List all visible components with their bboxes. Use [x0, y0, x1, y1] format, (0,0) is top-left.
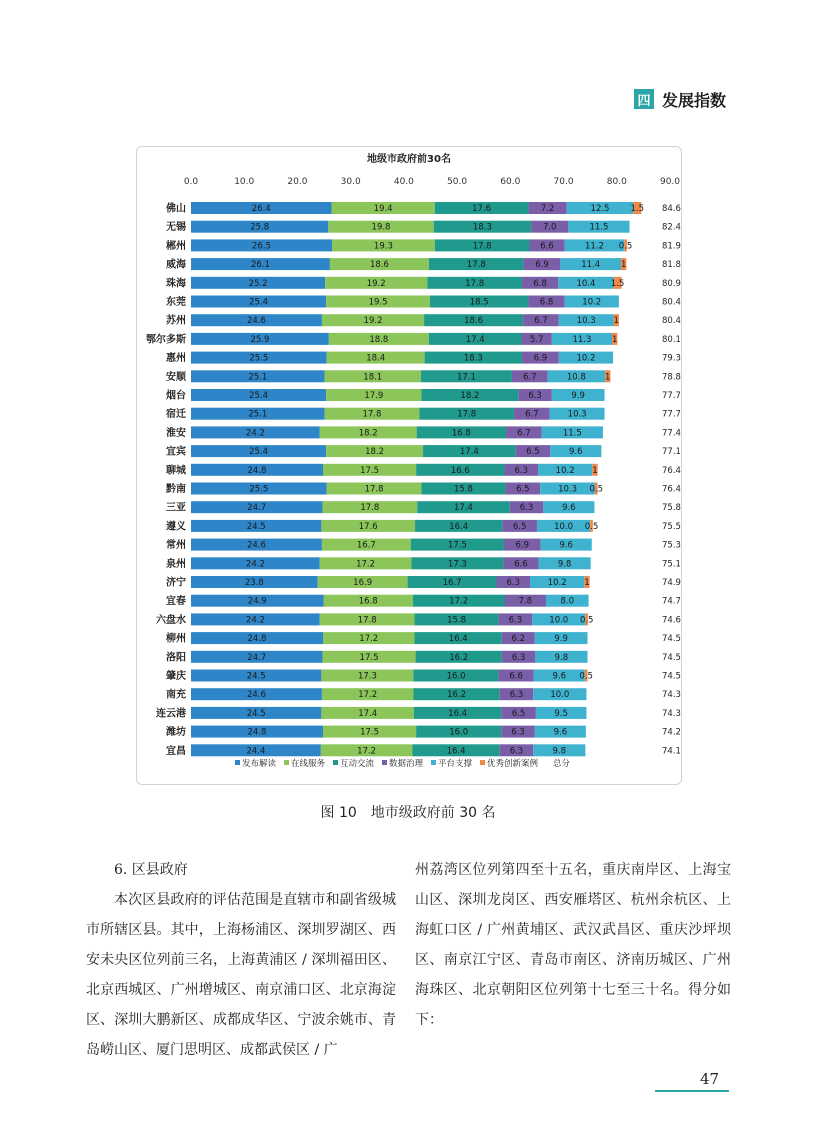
data-label: 10.2 [576, 353, 596, 364]
body-column-right [415, 855, 731, 1035]
data-label: 25.4 [249, 391, 269, 401]
legend-entry-total: 总分 [553, 759, 571, 769]
data-label: 24.6 [246, 540, 266, 551]
data-label: 6.6 [514, 559, 528, 570]
category-label: 遵义 [166, 521, 186, 533]
data-label: 16.7 [356, 540, 376, 551]
data-label: 1 [592, 465, 598, 476]
data-label: 24.2 [245, 615, 265, 626]
category-label: 南充 [166, 689, 186, 701]
legend-swatch [431, 760, 436, 765]
chart-title: 地级市政府前30名 [367, 154, 451, 165]
total-label: 75.8 [662, 503, 681, 514]
legend-swatch [235, 760, 240, 765]
total-label: 74.5 [662, 671, 681, 682]
data-label: 10.3 [576, 316, 596, 327]
data-label: 18.3 [472, 222, 492, 233]
data-label: 1 [584, 578, 590, 588]
data-label: 6.6 [509, 671, 523, 682]
data-label: 7.8 [518, 596, 533, 607]
total-label: 75.1 [662, 559, 681, 570]
data-label: 25.5 [249, 353, 269, 364]
category-label: 烟台 [166, 390, 186, 402]
body-paragraph-left: 本次区县政府的评估范围是直辖市和副省级城市所辖区县。其中，上海杨浦区、深圳罗湖区、西安未央区位列前三名，上海黄浦区 / 深圳福田区、北京西城区、广州增城区、南京浦口区、北京海淀区、深圳大鹏新区、成都成华区、宁波余姚市、青岛崂山区、厦门思明区、成都武侯区 / 广 [86, 892, 396, 1058]
data-label: 17.2 [358, 690, 378, 701]
legend-entry: 互动交流 [340, 759, 375, 769]
category-label: 郴州 [166, 240, 186, 252]
data-label: 24.6 [246, 316, 266, 327]
data-label: 9.6 [562, 503, 576, 514]
data-label: 0.5 [584, 521, 599, 532]
data-label: 17.8 [362, 409, 382, 420]
data-label: 9.8 [557, 559, 572, 570]
data-label: 26.4 [251, 204, 271, 214]
data-label: 6.8 [533, 278, 547, 289]
data-label: 15.8 [447, 615, 467, 626]
data-label: 1 [620, 260, 627, 271]
footer-rule [655, 1090, 729, 1092]
data-label: 18.3 [463, 353, 483, 364]
data-label: 17.8 [457, 409, 477, 420]
data-label: 24.5 [246, 708, 266, 719]
chart-frame [136, 146, 682, 785]
data-label: 17.8 [364, 484, 384, 495]
data-label: 9.8 [552, 746, 567, 757]
data-label: 6.6 [540, 241, 554, 252]
data-label: 17.5 [359, 652, 379, 663]
data-label: 16.6 [450, 465, 470, 476]
data-label: 24.4 [246, 746, 266, 757]
total-label: 74.5 [662, 634, 681, 645]
category-label: 常州 [166, 540, 186, 552]
category-label: 宜春 [166, 596, 186, 608]
data-label: 16.7 [442, 578, 462, 588]
data-label: 17.4 [358, 708, 378, 719]
category-label: 连云港 [156, 708, 186, 720]
data-label: 26.1 [250, 260, 270, 271]
legend-entry: 发布解读 [242, 759, 277, 769]
legend-swatch [382, 760, 387, 765]
data-label: 0.5 [618, 241, 633, 252]
category-label: 宿迁 [166, 409, 186, 421]
data-label: 17.2 [356, 559, 376, 570]
category-label: 东莞 [166, 297, 186, 308]
data-label: 9.9 [571, 391, 585, 401]
stacked-bar-chart [137, 147, 681, 784]
data-label: 17.5 [360, 727, 380, 738]
total-label: 81.8 [662, 260, 681, 271]
subsection-heading: 6. 区县政府 [114, 862, 188, 878]
data-label: 17.6 [472, 204, 492, 214]
x-tick-label: 0.0 [183, 177, 199, 187]
data-label: 6.3 [528, 391, 542, 401]
section-header [634, 88, 726, 110]
data-label: 9.6 [553, 727, 568, 738]
data-label: 9.9 [554, 634, 568, 645]
data-label: 16.9 [353, 578, 373, 588]
data-label: 17.8 [360, 503, 380, 514]
data-label: 16.8 [358, 596, 378, 607]
total-label: 74.5 [662, 652, 681, 663]
data-label: 25.5 [249, 484, 269, 495]
total-label: 74.3 [662, 708, 681, 719]
data-label: 18.4 [366, 353, 386, 364]
data-label: 17.2 [357, 746, 377, 757]
data-label: 7.0 [542, 222, 557, 233]
data-label: 6.3 [514, 465, 529, 476]
data-label: 6.5 [512, 521, 527, 532]
data-label: 18.2 [460, 391, 480, 401]
legend-entry: 数据治理 [389, 759, 424, 769]
data-label: 6.5 [516, 484, 530, 495]
data-label: 0.5 [579, 671, 593, 682]
data-label: 24.5 [246, 521, 266, 532]
total-label: 77.1 [662, 447, 681, 458]
data-label: 11.4 [581, 260, 601, 271]
data-label: 6.9 [535, 260, 549, 271]
legend-entry: 在线服务 [291, 759, 326, 769]
total-label: 79.3 [662, 353, 681, 364]
data-label: 1.5 [630, 204, 645, 214]
data-label: 9.8 [554, 652, 569, 663]
data-label: 6.7 [517, 428, 531, 439]
data-label: 19.5 [368, 297, 388, 308]
data-label: 11.5 [589, 222, 609, 233]
x-tick-label: 10.0 [234, 177, 255, 187]
data-label: 24.9 [247, 596, 267, 607]
data-label: 10.0 [554, 521, 574, 532]
legend-swatch [480, 760, 485, 765]
total-label: 80.4 [662, 316, 681, 327]
total-label: 74.2 [662, 727, 681, 738]
data-label: 18.6 [464, 316, 484, 327]
data-label: 24.8 [247, 634, 267, 645]
category-label: 聊城 [166, 465, 186, 477]
category-label: 潍坊 [166, 727, 186, 739]
total-label: 84.6 [662, 204, 681, 214]
x-tick-label: 50.0 [447, 177, 468, 187]
body-column-left [86, 855, 396, 1065]
data-label: 19.4 [373, 204, 393, 214]
data-label: 6.3 [506, 578, 521, 588]
category-label: 黔南 [166, 484, 186, 495]
category-label: 六盘水 [156, 614, 186, 626]
total-label: 74.3 [662, 690, 681, 701]
category-label: 佛山 [166, 203, 186, 215]
figure-caption: 图 10 地市级政府前 30 名 [320, 805, 496, 821]
data-label: 16.4 [448, 708, 468, 719]
data-label: 17.4 [454, 503, 473, 514]
data-label: 10.3 [567, 409, 587, 420]
data-label: 18.8 [369, 334, 389, 345]
data-label: 6.7 [525, 409, 539, 420]
data-label: 6.7 [534, 316, 548, 327]
data-label: 17.3 [447, 559, 467, 570]
data-label: 10.2 [582, 297, 602, 308]
total-label: 78.8 [662, 372, 681, 383]
data-label: 25.2 [248, 278, 268, 289]
data-label: 24.7 [247, 652, 267, 663]
data-label: 12.5 [590, 204, 610, 214]
data-label: 9.5 [554, 708, 568, 719]
data-label: 16.4 [446, 746, 466, 757]
category-label: 洛阳 [166, 652, 186, 664]
data-label: 17.1 [456, 372, 476, 383]
data-label: 6.5 [526, 447, 540, 458]
data-label: 6.2 [511, 634, 526, 645]
body-paragraph-right: 州荔湾区位列第四至十五名，重庆南岸区、上海宝山区、深圳龙岗区、西安雁塔区、杭州余杭区、上海虹口区 / 广州黄埔区、武汉武昌区、重庆沙坪坝区、南京江宁区、青岛市南区、济南历城区、广州海珠区、北京朝阳区位列第十七至三十名。得分如下： [415, 862, 731, 1028]
category-label: 济宁 [166, 577, 186, 589]
data-label: 17.8 [472, 241, 492, 252]
category-label: 惠州 [166, 353, 186, 365]
category-label: 淮安 [166, 427, 186, 439]
data-label: 25.8 [250, 222, 270, 233]
total-label: 75.5 [662, 521, 681, 532]
data-label: 23.8 [244, 578, 264, 588]
total-label: 82.4 [662, 222, 681, 233]
total-label: 80.4 [662, 297, 681, 308]
total-label: 81.9 [662, 241, 681, 252]
data-label: 9.6 [569, 447, 583, 458]
category-label: 安顺 [166, 371, 186, 383]
x-tick-label: 70.0 [553, 177, 574, 187]
data-label: 10.2 [555, 465, 575, 476]
data-label: 11.5 [562, 428, 582, 439]
total-label: 74.1 [662, 746, 681, 757]
section-badge: 四 [634, 89, 654, 109]
x-tick-label: 30.0 [340, 177, 361, 187]
data-label: 0.5 [579, 615, 594, 626]
data-label: 17.5 [447, 540, 467, 551]
data-label: 25.4 [249, 297, 269, 308]
data-label: 1 [613, 316, 619, 327]
data-label: 17.3 [357, 671, 377, 682]
category-label: 宜宾 [166, 446, 186, 458]
data-label: 17.4 [459, 447, 479, 458]
data-label: 25.4 [249, 447, 269, 458]
data-label: 1 [605, 372, 611, 383]
legend-entry: 平台支撑 [438, 759, 473, 769]
data-label: 10.0 [549, 615, 569, 626]
data-label: 10.4 [576, 278, 596, 289]
data-label: 17.9 [364, 391, 384, 401]
category-label: 威海 [166, 259, 186, 271]
data-label: 7.2 [540, 204, 555, 214]
data-label: 24.8 [247, 727, 267, 738]
category-label: 宜昌 [166, 745, 186, 757]
data-label: 6.3 [509, 746, 524, 757]
data-label: 17.2 [449, 596, 469, 607]
data-label: 24.7 [247, 503, 267, 514]
category-label: 珠海 [166, 278, 186, 290]
data-label: 16.4 [448, 634, 468, 645]
data-label: 6.5 [511, 708, 526, 719]
data-label: 24.2 [245, 559, 265, 570]
data-label: 6.8 [539, 297, 554, 308]
legend-swatch [284, 760, 289, 765]
x-tick-label: 80.0 [606, 177, 627, 187]
total-label: 80.1 [662, 334, 681, 345]
data-label: 17.6 [358, 521, 378, 532]
total-label: 74.7 [662, 596, 681, 607]
data-label: 16.0 [446, 671, 466, 682]
category-label: 无锡 [166, 222, 186, 234]
data-label: 16.8 [451, 428, 471, 439]
data-label: 17.2 [359, 634, 379, 645]
data-label: 10.8 [566, 372, 586, 383]
data-label: 19.2 [366, 278, 386, 289]
data-label: 25.9 [250, 334, 270, 345]
data-label: 18.2 [365, 447, 385, 458]
x-tick-label: 40.0 [393, 177, 414, 187]
data-label: 6.7 [522, 372, 537, 383]
data-label: 24.2 [245, 428, 265, 439]
x-tick-label: 90.0 [659, 177, 681, 187]
data-label: 6.3 [508, 615, 523, 626]
data-label: 11.2 [584, 241, 604, 252]
total-label: 80.9 [662, 278, 681, 289]
data-label: 6.3 [519, 503, 534, 514]
data-label: 24.8 [247, 465, 267, 476]
data-label: 10.2 [547, 578, 567, 588]
data-label: 19.2 [363, 316, 383, 327]
data-label: 18.1 [363, 372, 383, 383]
data-label: 25.1 [248, 372, 268, 383]
data-label: 6.9 [533, 353, 548, 364]
data-label: 24.5 [246, 671, 266, 682]
category-label: 柳州 [166, 633, 186, 645]
category-label: 三亚 [166, 502, 186, 514]
section-title: 发展指数 [661, 90, 726, 110]
data-label: 17.5 [360, 465, 380, 476]
data-label: 10.0 [550, 690, 570, 701]
data-label: 16.0 [449, 727, 469, 738]
data-label: 10.3 [558, 484, 578, 495]
page-number: 47 [700, 1070, 720, 1088]
x-tick-label: 60.0 [500, 177, 521, 187]
data-label: 8.0 [560, 596, 575, 607]
total-label: 76.4 [662, 465, 681, 476]
total-label: 77.7 [662, 409, 681, 420]
data-label: 19.3 [373, 241, 393, 252]
data-label: 18.2 [358, 428, 378, 439]
total-label: 74.9 [662, 578, 681, 588]
data-label: 18.6 [369, 260, 389, 271]
category-label: 肇庆 [166, 671, 186, 682]
total-label: 77.7 [662, 391, 681, 401]
data-label: 9.6 [552, 671, 567, 682]
data-label: 26.5 [252, 241, 271, 252]
total-label: 76.4 [662, 484, 681, 495]
data-label: 1.5 [610, 278, 625, 289]
x-tick-label: 20.0 [287, 177, 308, 187]
data-label: 17.4 [465, 334, 485, 345]
data-label: 19.8 [371, 222, 391, 233]
data-label: 18.5 [469, 297, 489, 308]
total-label: 77.4 [662, 428, 681, 439]
data-label: 6.3 [511, 652, 526, 663]
data-label: 9.6 [559, 540, 573, 551]
data-label: 0.5 [589, 484, 604, 495]
data-label: 16.2 [447, 690, 467, 701]
category-label: 苏州 [166, 315, 186, 327]
total-label: 75.3 [662, 540, 681, 551]
total-label: 74.6 [662, 615, 681, 626]
data-label: 6.9 [515, 540, 530, 551]
legend-swatch [333, 760, 338, 765]
data-label: 6.3 [509, 690, 524, 701]
data-label: 16.4 [449, 521, 469, 532]
category-label: 泉州 [166, 558, 186, 570]
data-label: 11.3 [572, 334, 592, 345]
data-label: 16.2 [449, 652, 469, 663]
data-label: 17.8 [465, 278, 485, 289]
data-label: 6.3 [511, 727, 525, 738]
legend-entry: 优秀创新案例 [487, 759, 539, 769]
data-label: 5.7 [529, 334, 544, 345]
data-label: 15.8 [454, 484, 473, 495]
data-label: 24.6 [246, 690, 266, 701]
data-label: 25.1 [248, 409, 268, 420]
data-label: 17.8 [466, 260, 486, 271]
data-label: 17.8 [357, 615, 377, 626]
category-label: 鄂尔多斯 [146, 334, 186, 346]
data-label: 1 [611, 334, 618, 345]
